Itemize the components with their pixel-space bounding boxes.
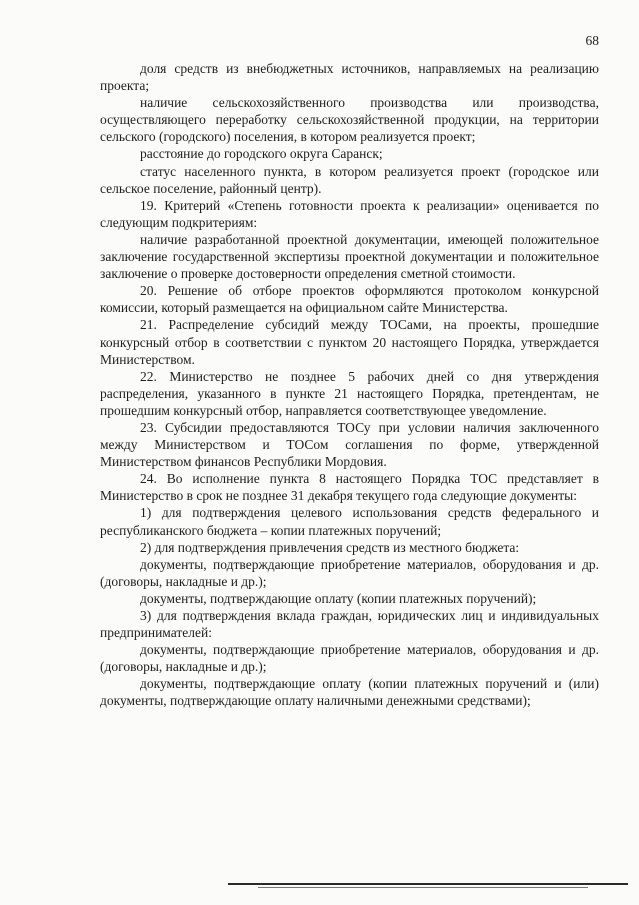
paragraph: наличие разработанной проектной документации, имеющей положительное заключение государственной экспертизы проектной документации и положительное заключение о проверке достоверности определения сметной стоимости. bbox=[100, 231, 599, 282]
paragraph: 2) для подтверждения привлечения средств из местного бюджета: bbox=[140, 539, 520, 555]
paragraph: расстояние до городского округа Саранск; bbox=[140, 146, 383, 162]
paragraph-item-21: 21. Распределение субсидий между ТОСами, на проекты, прошедшие конкурсный отбор в соответствии с пунктом 20 настоящего Порядка, утверждается Министерством. bbox=[100, 317, 599, 367]
paragraph: 1) для подтверждения целевого использования средств федерального и республиканского бюджета – копии платежных поручений; bbox=[100, 505, 599, 538]
paragraph: наличие сельскохозяйственного производства или производства, осуществляющего переработку сельскохозяйственной продукции, на территории сельского (городского) поселения, в котором реализуется проект; bbox=[100, 95, 599, 145]
paragraph: документы, подтверждающие приобретение материалов, оборудования и др. (договоры, накладные и др.); bbox=[100, 642, 599, 675]
paragraph: документы, подтверждающие оплату (копии платежных поручений); bbox=[140, 590, 537, 606]
document-body bbox=[100, 60, 599, 710]
paragraph-item-23: 23. Субсидии предоставляются ТОСу при условии наличия заключенного между Министерством и ТОСом соглашения по форме, утвержденной Министерством финансов Республики Мордовия. bbox=[100, 419, 599, 470]
paragraph-item-22: 22. Министерство не позднее 5 рабочих дней со дня утверждения распределения, указанного в пункте 21 настоящего Порядка, претендентам, не прошедшим конкурсный отбор, направляется соответствующее уведомление. bbox=[100, 368, 599, 418]
paragraph: статус населенного пункта, в котором реализуется проект (городское или сельское поселение, районный центр). bbox=[100, 163, 599, 196]
paragraph-item-24: 24. Во исполнение пункта 8 настоящего Порядка ТОС представляет в Министерство в срок не позднее 31 декабря текущего года следующие документы: bbox=[100, 471, 599, 504]
page-number: 68 bbox=[585, 33, 599, 48]
paragraph: 3) для подтверждения вклада граждан, юридических лиц и индивидуальных предпринимателей: bbox=[100, 608, 599, 641]
paragraph: документы, подтверждающие оплату (копии платежных поручений и (или) документы, подтверждающие оплату наличными денежными средствами); bbox=[100, 676, 599, 709]
paragraph-item-20: 20. Решение об отборе проектов оформляются протоколом конкурсной комиссии, который размещается на официальном сайте Министерства. bbox=[100, 283, 599, 316]
paragraph: доля средств из внебюджетных источников, направляемых на реализацию проекта; bbox=[100, 61, 599, 94]
bottom-rule bbox=[228, 883, 628, 885]
paragraph-item-19: 19. Критерий «Степень готовности проекта к реализации» оценивается по следующим подкритериям: bbox=[100, 197, 599, 230]
paragraph: документы, подтверждающие приобретение материалов, оборудования и др. (договоры, накладные и др.); bbox=[100, 556, 599, 589]
